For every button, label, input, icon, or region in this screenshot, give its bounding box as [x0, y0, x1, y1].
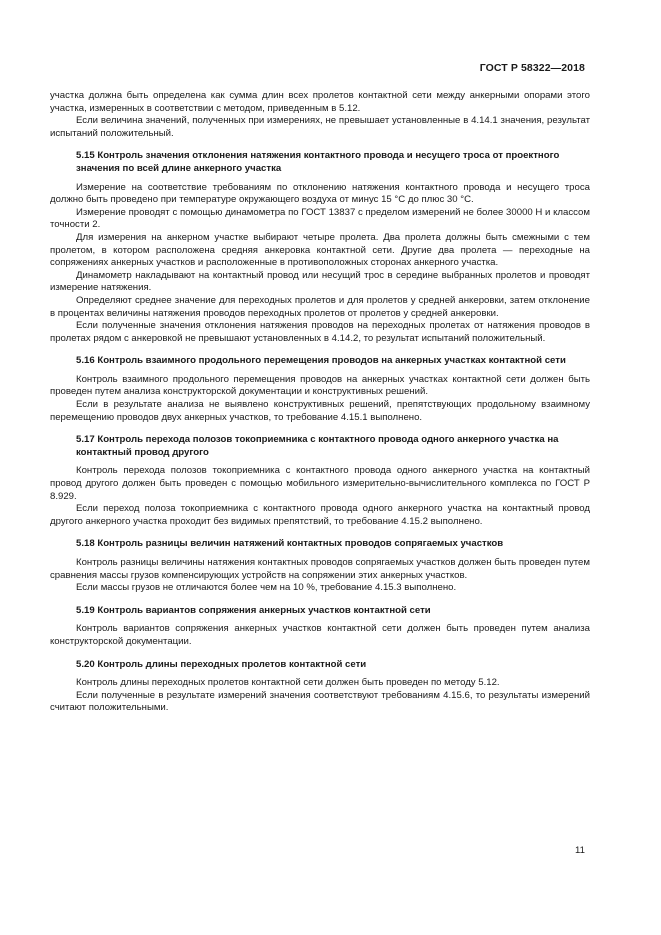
document-code: ГОСТ Р 58322—2018: [479, 62, 585, 74]
page-number: 11: [575, 845, 585, 856]
paragraph: Динамометр накладывают на контактный провод или несущий трос в середине выбранных пролетов и проводят измерение натяжения.: [50, 269, 590, 294]
paragraph: Если в результате анализа не выявлено конструктивных решений, препятствующих продольному взаимному перемещению проводов двух анкерных участков, то требование 4.15.1 выполнено.: [50, 399, 590, 423]
paragraph: Контроль вариантов сопряжения анкерных участков контактной сети должен быть проведен путем анализа конструкторской документации.: [50, 623, 590, 647]
section-heading-5-18: 5.18 Контроль разницы величин натяжений контактных проводов сопрягаемых участков: [76, 538, 504, 550]
paragraph: Если полученные значения отклонения натяжения проводов на переходных пролетах от натяжения проводов в пролетах рядом с анкеровкой не превышают установленных в 4.14.2, то результат испытаний положительный.: [50, 320, 590, 344]
paragraph: Если переход полоза токоприемника с контактного провода одного анкерного участка на контактный провод другого анкерного участка проходит без видимых препятствий, то требование 4.15.2 выполнено.: [50, 503, 590, 527]
paragraph: Контроль разницы величины натяжения контактных проводов сопрягаемых участков должен быть проведен путем сравнения массы грузов компенсирующих устройств на сопряжении этих анкерных участков.: [50, 557, 590, 581]
section-heading-5-19: 5.19 Контроль вариантов сопряжения анкерных участков контактной сети: [76, 604, 431, 616]
paragraph: Измерение проводят с помощью динамометра по ГОСТ 13837 с пределом измерений не более 30000 Н и классом точности 2.: [50, 206, 590, 231]
paragraph: Если массы грузов не отличаются более чем на 10 %, требование 4.15.3 выполнено.: [76, 582, 457, 594]
paragraph: Для измерения на анкерном участке выбирают четыре пролета. Два пролета должны быть смежными с тем пролетом, в котором расположена средняя анкеровка контактной сети. Другие два пролета — переходные на сопряжениях анкерных участков и расположенные в противоположных сторонах анкерного участка.: [50, 231, 590, 269]
paragraph: участка должна быть определена как сумма длин всех пролетов контактной сети между анкерными опорами этого участка, измеренных в соответствии с методом, приведенным в 5.12.: [50, 90, 590, 114]
paragraph: Определяют среднее значение для переходных пролетов и для пролетов у средней анкеровки, затем отклонение в процентах величины натяжения проводов переходных пролетов от пролетов у средней анкеровки.: [50, 294, 590, 319]
paragraph: Если полученные в результате измерений значения соответствуют требованиям 4.15.6, то результаты измерений считают положительными.: [50, 689, 590, 714]
section-heading-5-15: 5.15 Контроль значения отклонения натяжения контактного провода и несущего троса от проектного значения по всей длине анкерного участка: [76, 150, 560, 174]
section-heading-5-20: 5.20 Контроль длины переходных пролетов контактной сети: [76, 658, 367, 670]
paragraph: Контроль перехода полозов токоприемника с контактного провода одного анкерного участка на контактный провод другого должен быть проведен с помощью мобильного измерительно-вычислительного комплекса по ГОСТ Р 8.929.: [50, 465, 590, 502]
paragraph: Контроль длины переходных пролетов контактной сети должен быть проведен по методу 5.12.: [76, 677, 500, 689]
paragraph: Если величина значений, полученных при измерениях, не превышает установленные в 4.14.1 значения, результат испытаний положительный.: [50, 115, 590, 139]
paragraph: Контроль взаимного продольного перемещения проводов на анкерных участках контактной сети должен быть проведен путем анализа конструкторской документации и конструктивных решений.: [50, 373, 590, 398]
document-body: [50, 90, 590, 715]
section-heading-5-16: 5.16 Контроль взаимного продольного перемещения проводов на анкерных участках контактной сети: [76, 355, 566, 367]
paragraph: Измерение на соответствие требованиям по отклонению натяжения контактного провода и несущего троса должно быть проведено при температуре окружающего воздуха от минус 15 °С до плюс 30 °С.: [50, 181, 590, 206]
section-heading-5-17: 5.17 Контроль перехода полозов токоприемника с контактного провода одного анкерного участка на контактный провод другого: [76, 434, 559, 458]
